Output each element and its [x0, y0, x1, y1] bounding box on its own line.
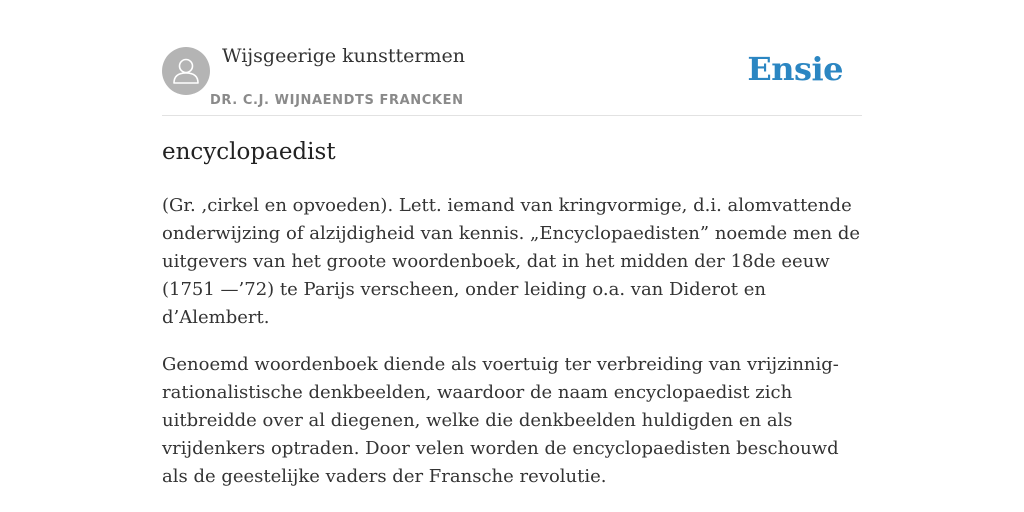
author-name[interactable]: DR. C.J. WIJNAENDTS FRANCKEN: [210, 93, 464, 108]
entry-paragraph: Genoemd woordenboek diende als voertuig ter verbreiding van vrijzinnig-rationalistische denkbeelden, waardoor de naam encyclopaedist zich uitbreidde over al diegenen, welke die denkbeelden huldigden en als vrijdenkers optraden. Door velen worden de encyclopaedisten beschouwd als de geestelijke vaders der Fransche revolutie.: [162, 354, 839, 487]
brand-logo[interactable]: Ensie: [747, 50, 843, 88]
entry-body: [162, 192, 862, 510]
user-icon: [162, 47, 210, 95]
entry-paragraph: (Gr. ,cirkel en opvoeden). Lett. iemand van kringvormige, d.i. alomvattende onderwijzing of alzijdigheid van kennis. „Encyclopaedisten” noemde men de uitgevers van het groote woordenboek, dat in het midden der 18de eeuw (1751 —’72) te Parijs verscheen, onder leiding o.a. van Diderot en d’Alembert.: [162, 195, 861, 328]
entry-headword: encyclopaedist: [162, 139, 336, 165]
book-title[interactable]: Wijsgeerige kunsttermen: [222, 45, 466, 67]
author-avatar[interactable]: [162, 47, 210, 95]
entry-header: [162, 0, 862, 116]
entry-card: [162, 0, 862, 487]
